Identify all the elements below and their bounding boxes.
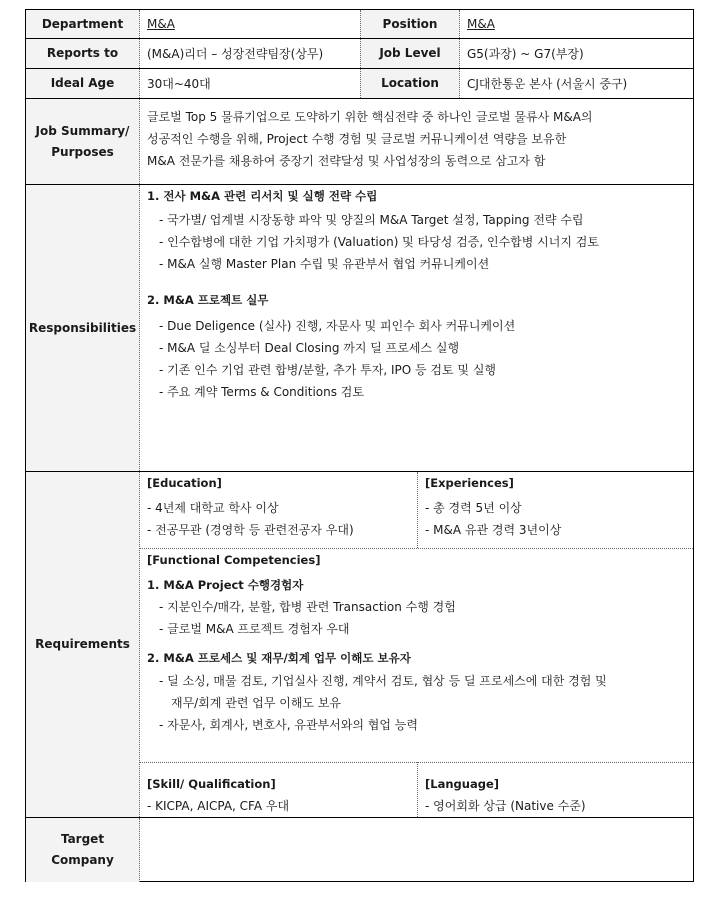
reports-label: Reports to [26, 39, 140, 68]
reports-value: (M&A)리더 – 성장전략팀장(상무) [147, 47, 324, 61]
experience-item: - M&A 유관 경력 3년이상 [425, 523, 562, 537]
functional-title: [Functional Competencies] [147, 553, 321, 567]
summary-label-line1: Job Summary/ [35, 123, 130, 138]
summary-line: 성공적인 수행을 위해, Project 수행 경험 및 글로벌 커뮤니케이션 역량을 보유한 [147, 132, 567, 146]
target-value [140, 818, 693, 882]
req-divider [140, 548, 693, 549]
resp-item: - M&A 실행 Master Plan 수립 및 유관부서 협업 커뮤니케이션 [159, 257, 490, 271]
experience-item: - 총 경력 5년 이상 [425, 501, 522, 515]
language-title: [Language] [425, 777, 499, 791]
age-label: Ideal Age [26, 69, 140, 98]
level-value: G5(과장) ~ G7(부장) [467, 47, 584, 61]
summary-label-line2: Purposes [51, 144, 114, 159]
skill-title: [Skill/ Qualification] [147, 777, 276, 791]
position-label: Position [360, 10, 460, 38]
location-label: Location [360, 69, 460, 98]
responsibilities-label: Responsibilities [26, 185, 140, 471]
age-value: 30대~40대 [147, 77, 211, 91]
resp-item: - M&A 딜 소싱부터 Deal Closing 까지 딜 프로세스 실행 [159, 341, 460, 355]
location-value: CJ대한통운 본사 (서울시 중구) [467, 77, 628, 91]
resp-section2-title: 2. M&A 프로젝트 실무 [147, 293, 269, 307]
experience-title: [Experiences] [425, 476, 514, 490]
row-department [26, 10, 693, 39]
row-summary [26, 99, 693, 185]
target-label [26, 818, 140, 882]
education-item: - 4년제 대학교 학사 이상 [147, 501, 279, 515]
resp-item: - 기존 인수 기업 관련 합병/분할, 추가 투자, IPO 등 검토 및 실행 [159, 363, 497, 377]
summary-line: 글로벌 Top 5 물류기업으로 도약하기 위한 핵심전략 중 하나인 글로벌 물류사 M&A의 [147, 110, 593, 124]
fc-item: - 지분인수/매각, 분할, 합병 관련 Transaction 수행 경험 [159, 600, 456, 614]
row-responsibilities [26, 185, 693, 472]
resp-section1-title: 1. 전사 M&A 관련 리서치 및 실행 전략 수립 [147, 189, 378, 203]
row-age [26, 69, 693, 99]
skill-item: - KICPA, AICPA, CFA 우대 [147, 799, 290, 813]
department-label: Department [26, 10, 140, 38]
row-target [26, 818, 693, 882]
job-description-table [25, 9, 694, 882]
fc-item: - 딜 소싱, 매물 검토, 기업실사 진행, 계약서 검토, 협상 등 딜 프로세스에 대한 경험 및 [159, 674, 607, 688]
req-divider [417, 762, 418, 817]
department-value: M&A [147, 17, 175, 31]
resp-item: - 국가별/ 업계별 시장동향 파악 및 양질의 M&A Target 설정, Tapping 전략 수립 [159, 213, 584, 227]
resp-item: - Due Deligence (실사) 진행, 자문사 및 피인수 회사 커뮤니케이션 [159, 319, 516, 333]
education-title: [Education] [147, 476, 222, 490]
fc2-title: 2. M&A 프로세스 및 재무/회계 업무 이해도 보유자 [147, 651, 411, 665]
resp-item: - 주요 계약 Terms & Conditions 검토 [159, 385, 364, 399]
position-value: M&A [467, 17, 495, 31]
fc-item: - 자문사, 회계사, 변호사, 유관부서와의 협업 능력 [159, 718, 418, 732]
row-requirements [26, 472, 693, 818]
fc-item: - 글로벌 M&A 프로젝트 경험자 우대 [159, 622, 350, 636]
summary-label [26, 99, 140, 184]
fc1-title: 1. M&A Project 수행경험자 [147, 578, 304, 592]
summary-line: M&A 전문가를 채용하여 중장기 전략달성 및 사업성장의 동력으로 삼고자 함 [147, 154, 546, 168]
level-label: Job Level [360, 39, 460, 68]
language-item: - 영어회화 상급 (Native 수준) [425, 799, 586, 813]
requirements-label: Requirements [26, 472, 140, 817]
fc-item: 재무/회계 관련 업무 이해도 보유 [171, 696, 341, 710]
resp-item: - 인수합병에 대한 기업 가치평가 (Valuation) 및 타당성 검증, 인수합병 시너지 검토 [159, 235, 599, 249]
row-reports [26, 39, 693, 69]
target-label-line2: Company [51, 853, 114, 867]
education-item: - 전공무관 (경영학 등 관련전공자 우대) [147, 523, 354, 537]
target-label-line1: Target [60, 832, 105, 846]
req-divider [417, 472, 418, 548]
